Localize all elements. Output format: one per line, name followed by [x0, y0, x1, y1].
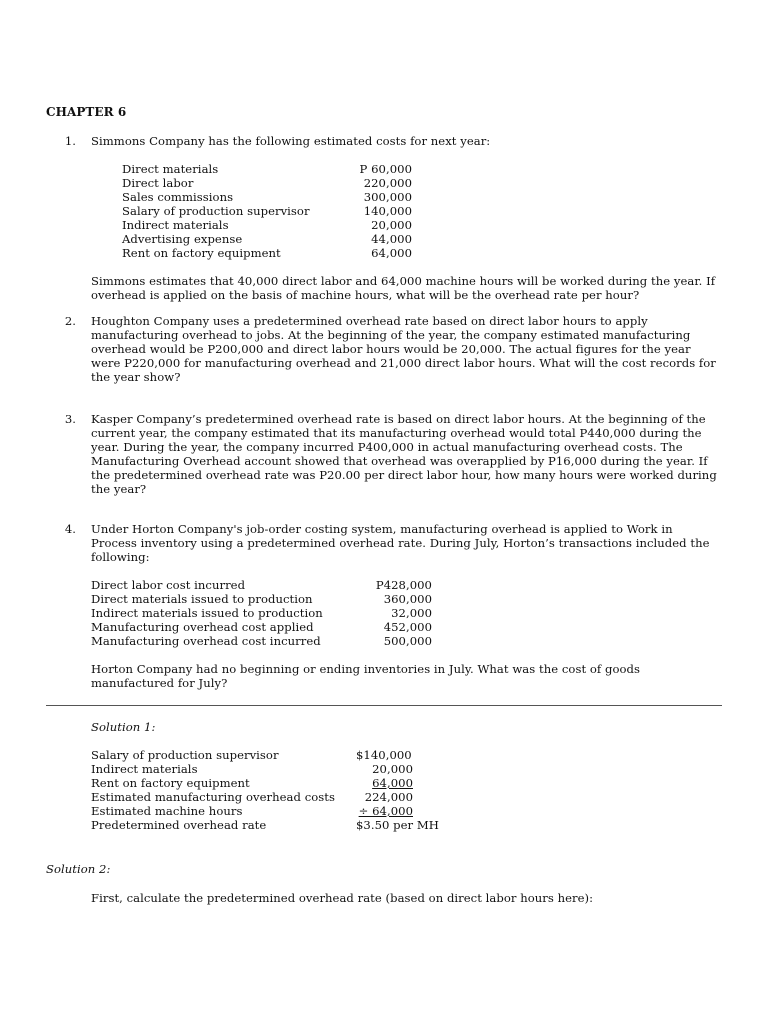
text-line: manufacturing overhead to jobs. At the beginning of the year, the company estimated manufacturing: [91, 328, 691, 342]
text-line: Kasper Company’s predetermined overhead rate is based on direct labor hours. At the beginning of the: [91, 412, 706, 426]
question-2-number: 2.: [64, 314, 76, 328]
question-1-question: [91, 274, 715, 302]
solution-label: Rent on factory equipment: [91, 776, 250, 790]
transaction-value: 500,000: [383, 634, 432, 648]
table-row: [122, 162, 412, 176]
solution-value: 224,000: [364, 790, 413, 804]
text-line: the year?: [91, 482, 147, 496]
question-1-cost-table: [122, 162, 412, 260]
table-row: [122, 232, 412, 246]
text-line: the predetermined overhead rate was P20.00 per direct labor hour, how many hours were worked during: [91, 468, 717, 482]
cost-value: P 60,000: [359, 162, 412, 176]
solution-label: Salary of production supervisor: [91, 748, 279, 762]
text-line: Horton Company had no beginning or ending inventories in July. What was the cost of goods: [91, 662, 640, 676]
text-line: Process inventory using a predetermined overhead rate. During July, Horton’s transactions included the: [91, 536, 710, 550]
transaction-label: Manufacturing overhead cost applied: [91, 620, 314, 634]
text-line: Under Horton Company's job-order costing system, manufacturing overhead is applied to Work in: [91, 522, 673, 536]
question-1-intro: Simmons Company has the following estimated costs for next year:: [91, 134, 491, 148]
question-4-text: [91, 522, 710, 564]
cost-value: 64,000: [371, 246, 412, 260]
text-line: following:: [91, 550, 150, 564]
solution-value: ÷ 64,000: [358, 804, 413, 818]
table-row: [91, 762, 413, 776]
text-line: Simmons estimates that 40,000 direct labor and 64,000 machine hours will be worked during the year. If: [91, 274, 716, 288]
question-4-question: [91, 662, 640, 690]
solution-2-title: Solution 2:: [46, 862, 111, 876]
solution-label: Estimated manufacturing overhead costs: [91, 790, 336, 804]
cost-label: Indirect materials: [122, 218, 229, 232]
text-line: were P220,000 for manufacturing overhead and 21,000 direct labor hours. What will the cost records for: [91, 356, 716, 370]
transaction-value: 360,000: [383, 592, 432, 606]
cost-label: Sales commissions: [122, 190, 234, 204]
question-1-number: 1.: [64, 134, 76, 148]
text-line: current year, the company estimated that its manufacturing overhead would total P440,000 during the: [91, 426, 702, 440]
table-row: [91, 748, 413, 762]
table-row: [91, 578, 432, 592]
cost-label: Salary of production supervisor: [122, 204, 310, 218]
text-line: manufactured for July?: [91, 676, 228, 690]
cost-label: Rent on factory equipment: [122, 246, 281, 260]
cost-label: Advertising expense: [122, 232, 243, 246]
cost-value: 44,000: [371, 232, 412, 246]
table-row: [91, 818, 439, 832]
cost-label: Direct labor: [122, 176, 194, 190]
solution-value: $3.50 per MH: [356, 818, 439, 832]
cost-value: 220,000: [363, 176, 412, 190]
question-2-text: [91, 314, 716, 384]
transaction-value: P428,000: [375, 578, 432, 592]
solution-value: 20,000: [372, 762, 413, 776]
table-row: [122, 246, 412, 260]
table-row: [122, 218, 412, 232]
solution-label: Estimated machine hours: [91, 804, 243, 818]
solution-label: Indirect materials: [91, 762, 198, 776]
cost-value: 140,000: [363, 204, 412, 218]
solution-label: Predetermined overhead rate: [91, 818, 267, 832]
solution-1-table: [91, 748, 439, 832]
transaction-label: Manufacturing overhead cost incurred: [91, 634, 321, 648]
question-3-text: [91, 412, 717, 496]
table-row: [122, 190, 412, 204]
table-row: [91, 776, 413, 790]
table-row: [91, 804, 413, 818]
section-divider: [46, 705, 722, 706]
cost-value: 300,000: [363, 190, 412, 204]
text-line: overhead is applied on the basis of machine hours, what will be the overhead rate per hour?: [91, 288, 640, 302]
transaction-label: Direct materials issued to production: [91, 592, 313, 606]
text-line: the year show?: [91, 370, 181, 384]
solution-value: $140,000: [356, 748, 412, 762]
table-row: [122, 176, 412, 190]
table-row: [91, 620, 432, 634]
question-3-number: 3.: [64, 412, 76, 426]
cost-value: 20,000: [371, 218, 412, 232]
text-line: Houghton Company uses a predetermined overhead rate based on direct labor hours to apply: [91, 314, 648, 328]
cost-label: Direct materials: [122, 162, 219, 176]
solution-2-text: First, calculate the predetermined overhead rate (based on direct labor hours here):: [91, 891, 594, 905]
question-4-transaction-table: [91, 578, 432, 648]
table-row: [91, 592, 432, 606]
table-row: [91, 790, 413, 804]
text-line: overhead would be P200,000 and direct labor hours would be 20,000. The actual figures for the year: [91, 342, 691, 356]
text-line: Manufacturing Overhead account showed that overhead was overapplied by P16,000 during the year. If: [91, 454, 708, 468]
transaction-value: 452,000: [383, 620, 432, 634]
solution-1-title: Solution 1:: [91, 720, 156, 734]
table-row: [91, 606, 432, 620]
text-line: year. During the year, the company incurred P400,000 in actual manufacturing overhead costs. The: [91, 440, 683, 454]
question-4-number: 4.: [64, 522, 76, 536]
solution-value: 64,000: [372, 776, 413, 790]
chapter-heading: CHAPTER 6: [46, 105, 127, 119]
transaction-value: 32,000: [391, 606, 432, 620]
transaction-label: Direct labor cost incurred: [91, 578, 246, 592]
table-row: [122, 204, 412, 218]
transaction-label: Indirect materials issued to production: [91, 606, 323, 620]
table-row: [91, 634, 432, 648]
